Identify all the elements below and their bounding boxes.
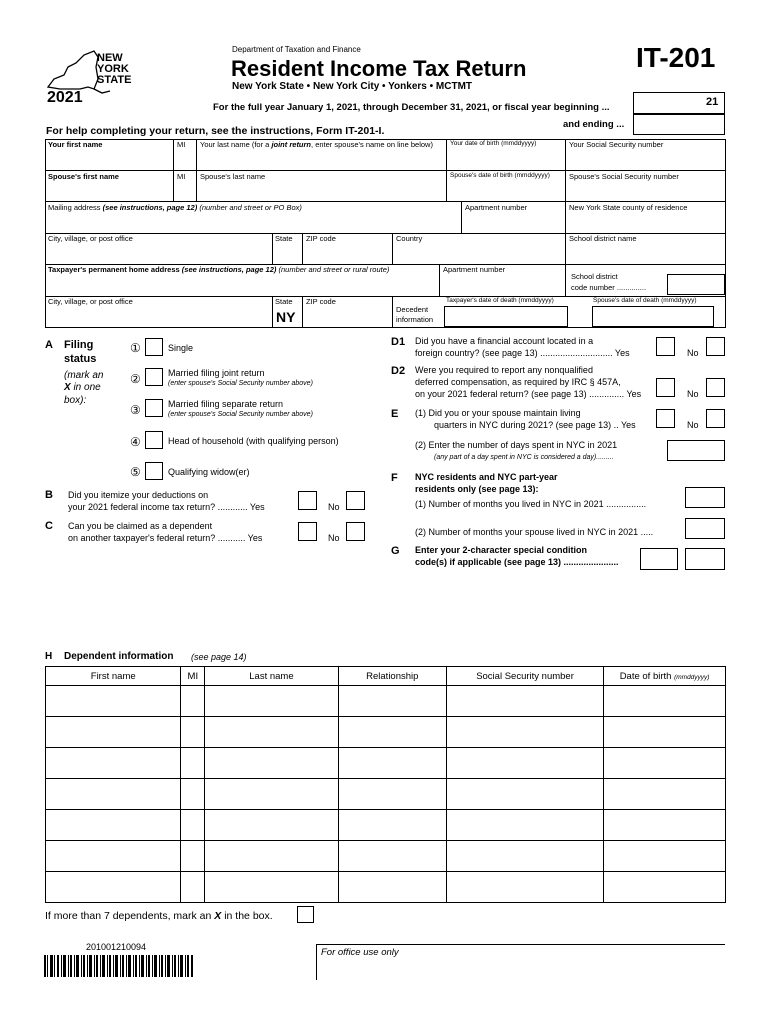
ssn-input[interactable] [566, 150, 725, 169]
question-g-line2: code(s) if applicable (see page 13) ...................... [415, 557, 619, 567]
question-e2-line2: (any part of a day spent in NYC is considered a day)......... [434, 454, 614, 461]
decedent-label-1: Decedent [396, 305, 429, 314]
table-row[interactable] [46, 686, 726, 717]
section-e-letter: E [391, 408, 399, 420]
section-a-letter: A [45, 339, 53, 351]
school-code-label-2: code number .............. [571, 283, 647, 292]
section-f-letter: F [391, 472, 398, 484]
first-name-input[interactable] [46, 150, 172, 169]
filing-note-3: box): [64, 395, 87, 406]
ssn-label: Your Social Security number [569, 140, 664, 149]
question-d1-line1: Did you have a financial account located in a [415, 336, 594, 346]
apartment-label: Apartment number [465, 203, 528, 212]
mi-label: MI [177, 140, 186, 149]
question-b-line2: your 2021 federal income tax return? ............ Yes [68, 502, 265, 512]
table-row[interactable] [46, 810, 726, 841]
dependents-title-note: (see page 14) [191, 652, 247, 662]
foreign-account-yes-checkbox[interactable] [656, 337, 675, 356]
help-text: For help completing your return, see the instructions, Form IT-201-I. [46, 125, 385, 137]
spouse-death-input[interactable] [592, 306, 714, 327]
logo-text-york: YORK [97, 63, 129, 75]
permanent-address-label: Taxpayer's permanent home address (see instructions, page 12) (number and street or rural route) [48, 265, 390, 274]
zip2-label: ZIP code [306, 297, 336, 306]
spouse-first-name-label: Spouse's first name [48, 172, 119, 181]
mailing-address-input[interactable] [46, 213, 460, 232]
question-c-line2: on another taxpayer's federal return? ........... Yes [68, 533, 263, 543]
filing-joint-checkbox[interactable] [145, 368, 163, 386]
question-f1: (1) Number of months you lived in NYC in 2021 ................ [415, 499, 647, 509]
state2-label: State [275, 297, 293, 306]
deferred-comp-no-label: No [687, 389, 699, 399]
special-condition-code-1[interactable] [640, 548, 678, 570]
perm-apartment-label: Apartment number [443, 265, 506, 274]
nyc-quarters-yes-checkbox[interactable] [656, 409, 675, 428]
filing-single-checkbox[interactable] [145, 338, 163, 356]
filing-option-5-num: ⑤ [130, 465, 141, 479]
period-text: For the full year January 1, 2021, through December 31, 2021, or fiscal year beginning ... [213, 102, 610, 113]
country-label: Country [396, 234, 423, 243]
question-e1-line2: quarters in NYC during 2021? (see page 13) .. Yes [434, 420, 636, 430]
form-title: Resident Income Tax Return [231, 56, 527, 81]
form-subtitle: New York State • New York City • Yonkers • MCTMT [232, 81, 473, 92]
filing-head-household-label: Head of household (with qualifying person) [168, 436, 339, 446]
section-d2-letter: D2 [391, 365, 406, 377]
last-name-input[interactable] [197, 150, 445, 169]
filing-note-1: (mark an [64, 370, 104, 381]
question-g-line1: Enter your 2-character special condition [415, 545, 588, 555]
spouse-last-name-label: Spouse's last name [200, 172, 266, 181]
more-dependents-label: If more than 7 dependents, mark an X in the box. [45, 910, 273, 922]
dob-label: Your date of birth (mmddyyyy) [450, 140, 537, 147]
filing-title-1: Filing [64, 339, 94, 351]
col-last-name: Last name [205, 667, 338, 686]
col-first-name: First name [46, 667, 181, 686]
filing-separate-sub: (enter spouse's Social Security number above) [168, 411, 313, 418]
office-use-left-border [316, 944, 317, 980]
county-label: New York State county of residence [569, 203, 688, 212]
itemize-no-label: No [328, 502, 340, 512]
form-number: IT-201 [636, 42, 716, 73]
last-name-label: Your last name (for a joint return, enter spouse's name on line below) [200, 140, 433, 149]
school-code-input[interactable] [667, 274, 725, 295]
table-row[interactable] [46, 748, 726, 779]
section-c-letter: C [45, 520, 53, 532]
state-label: State [275, 234, 293, 243]
table-row[interactable] [46, 841, 726, 872]
dependents-table [45, 666, 726, 903]
dependents-title: Dependent information [64, 651, 174, 662]
itemize-no-checkbox[interactable] [346, 491, 365, 510]
question-c-line1: Can you be claimed as a dependent [68, 521, 213, 531]
section-g-letter: G [391, 545, 400, 557]
filing-widow-checkbox[interactable] [145, 462, 163, 480]
spouse-dob-label: Spouse's date of birth (mmddyyyy) [450, 172, 550, 179]
taxpayer-death-input[interactable] [444, 306, 568, 327]
school-district-label: School district name [569, 234, 637, 243]
table-row[interactable] [46, 872, 726, 903]
filing-head-household-checkbox[interactable] [145, 431, 163, 449]
question-b-line1: Did you itemize your deductions on [68, 490, 209, 500]
itemize-yes-checkbox[interactable] [298, 491, 317, 510]
dependent-yes-checkbox[interactable] [298, 522, 317, 541]
mailing-address-label: Mailing address (see instructions, page 12) (number and street or PO Box) [48, 203, 302, 212]
col-mi: MI [181, 667, 205, 686]
office-use-label: For office use only [321, 947, 399, 958]
filing-option-3-num: ③ [130, 403, 141, 417]
more-dependents-checkbox[interactable] [297, 906, 314, 923]
office-use-divider [316, 944, 725, 945]
spouse-ssn-label: Spouse's Social Security number [569, 172, 679, 181]
foreign-account-no-label: No [687, 348, 699, 358]
special-condition-code-2[interactable] [685, 548, 725, 570]
barcode-image [44, 955, 194, 977]
fiscal-year-suffix: 21 [706, 96, 719, 108]
question-d2-line2: deferred compensation, as required by IRC § 457A, [415, 377, 621, 387]
mi-input[interactable] [174, 150, 195, 169]
filing-joint-label: Married filing joint return [168, 368, 265, 378]
question-d2-line3: on your 2021 federal return? (see page 13) .............. Yes [415, 389, 642, 399]
nyc-days-input[interactable] [667, 440, 725, 461]
filing-option-4-num: ④ [130, 435, 141, 449]
city2-label: City, village, or post office [48, 297, 133, 306]
col-relationship: Relationship [338, 667, 446, 686]
question-e2-line1: (2) Enter the number of days spent in NYC in 2021 [415, 440, 618, 450]
nyc-months-input[interactable] [685, 487, 725, 508]
and-ending-label: and ending ... [563, 119, 625, 130]
section-b-letter: B [45, 489, 53, 501]
question-f-line2: residents only (see page 13): [415, 484, 539, 494]
decedent-label-2: information [396, 315, 434, 324]
filing-joint-sub: (enter spouse's Social Security number above) [168, 380, 313, 387]
barcode-number: 201001210094 [86, 942, 147, 952]
filing-separate-checkbox[interactable] [145, 399, 163, 417]
filing-widow-label: Qualifying widow(er) [168, 467, 250, 477]
table-row[interactable] [46, 779, 726, 810]
form-year: 2021 [47, 89, 83, 106]
dependent-no-label: No [328, 533, 340, 543]
filing-separate-label: Married filing separate return [168, 399, 284, 409]
filing-note-2: X in one [64, 382, 101, 393]
deferred-comp-yes-checkbox[interactable] [656, 378, 675, 397]
logo-text-state: STATE [97, 74, 132, 86]
question-f2: (2) Number of months your spouse lived in NYC in 2021 ..... [415, 527, 654, 537]
section-h-letter: H [45, 651, 53, 662]
filing-single-label: Single [168, 343, 194, 353]
logo-text-new: NEW [97, 52, 123, 64]
filing-option-1-num: ① [130, 341, 141, 355]
department-name: Department of Taxation and Finance [232, 45, 361, 54]
filing-option-2-num: ② [130, 372, 141, 386]
dob-input[interactable] [447, 150, 564, 169]
col-dob: Date of birth (mmddyyyy) [604, 667, 726, 686]
spouse-first-name-input[interactable] [46, 182, 172, 200]
foreign-account-no-checkbox[interactable] [706, 337, 725, 356]
question-d2-line1: Were you required to report any nonqualified [415, 365, 593, 375]
deferred-comp-no-checkbox[interactable] [706, 378, 725, 397]
table-row[interactable] [46, 717, 726, 748]
spouse-last-name-input[interactable] [197, 182, 445, 200]
zip-label: ZIP code [306, 234, 336, 243]
dependent-no-checkbox[interactable] [346, 522, 365, 541]
city-label: City, village, or post office [48, 234, 133, 243]
question-f-line1: NYC residents and NYC part-year [415, 472, 558, 482]
state-value-ny: NY [276, 309, 296, 325]
first-name-label: Your first name [48, 140, 103, 149]
question-e1-line1: (1) Did you or your spouse maintain living [415, 408, 581, 418]
spouse-nyc-months-input[interactable] [685, 518, 725, 539]
question-d1-line2: foreign country? (see page 13) ............................. Yes [415, 348, 630, 358]
school-code-label-1: School district [571, 272, 618, 281]
nyc-quarters-no-label: No [687, 420, 699, 430]
col-ssn: Social Security number [446, 667, 603, 686]
taxpayer-death-label: Taxpayer's date of death (mmddyyyy) [446, 297, 554, 304]
section-d1-letter: D1 [391, 336, 406, 348]
nyc-quarters-no-checkbox[interactable] [706, 409, 725, 428]
filing-title-2: status [64, 353, 97, 365]
fiscal-year-ending-field[interactable] [633, 114, 725, 135]
spouse-death-label: Spouse's date of death (mmddyyyy) [593, 297, 697, 304]
spouse-mi-label: MI [177, 172, 186, 181]
